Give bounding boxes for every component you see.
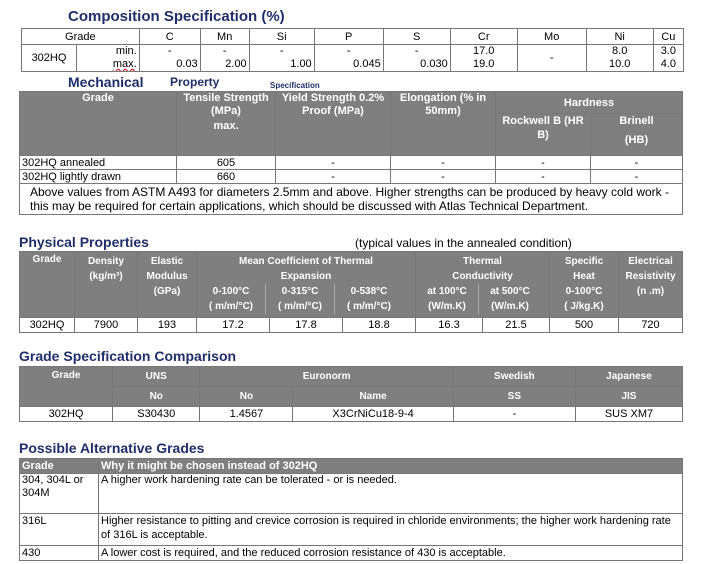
table-row bbox=[20, 318, 683, 333]
phys-e1: 17.2 bbox=[197, 318, 270, 333]
e1-header bbox=[197, 284, 265, 314]
phys-header-grade: Grade bbox=[20, 252, 75, 318]
alt-header-why: Why it might be chosen instead of 302HQ bbox=[99, 459, 683, 474]
tensile-sub: max. bbox=[213, 120, 239, 132]
mech-header-yield: Yield Strength 0.2% Proof (MPa) bbox=[276, 92, 391, 156]
e3-unit: ( m/m/°C) bbox=[347, 301, 391, 312]
mo-min: - bbox=[549, 51, 554, 64]
cu-max: 4.0 bbox=[660, 58, 676, 70]
mechanical-table bbox=[19, 91, 683, 215]
composition-table bbox=[21, 28, 684, 72]
p-min: - bbox=[346, 45, 351, 57]
comp-euro-no: 1.4567 bbox=[200, 407, 293, 422]
phys-header-heat bbox=[550, 252, 619, 318]
mech-row0-tensile: 605 bbox=[177, 156, 276, 170]
t2-header bbox=[478, 284, 541, 314]
comp-header-uns-no: No bbox=[113, 387, 200, 407]
comp-grade: 302HQ bbox=[20, 407, 113, 422]
phys-heat: 500 bbox=[550, 318, 619, 333]
si-min: - bbox=[279, 45, 284, 57]
table-row bbox=[20, 407, 683, 422]
comp-header-jis: JIS bbox=[575, 387, 682, 407]
phys-e2: 17.8 bbox=[270, 318, 343, 333]
s-min: - bbox=[414, 45, 419, 57]
table-row bbox=[20, 514, 683, 546]
cell-c bbox=[139, 45, 200, 72]
physical-title: Physical Properties bbox=[19, 234, 149, 250]
mech-header-hardness: Hardness bbox=[496, 92, 683, 114]
comp-header-swedish: Swedish bbox=[453, 367, 575, 387]
mech-row0-grade: 302HQ annealed bbox=[20, 156, 177, 170]
cell-mn bbox=[200, 45, 249, 72]
p-max: 0.045 bbox=[353, 58, 381, 70]
spec-label: Specification bbox=[270, 81, 320, 90]
phys-grade: 302HQ bbox=[20, 318, 75, 333]
comp-header-grade: Grade bbox=[20, 367, 113, 407]
mech-header-tensile bbox=[177, 92, 276, 156]
col-header-mo: Mo bbox=[517, 29, 586, 45]
mech-row0-yield: - bbox=[276, 156, 391, 170]
mech-header-rockwell: Rockwell B (HR B) bbox=[496, 114, 591, 156]
cr-min: 17.0 bbox=[472, 45, 495, 57]
col-header-cr: Cr bbox=[450, 29, 517, 45]
si-max: 1.00 bbox=[290, 58, 312, 70]
t1-label: at 100°C bbox=[427, 286, 467, 297]
e2-header bbox=[265, 284, 334, 314]
phys-header-thermal bbox=[416, 252, 550, 318]
comp-header-euro-no: No bbox=[200, 387, 293, 407]
col-header-si: Si bbox=[249, 29, 314, 45]
cell-ni bbox=[586, 45, 653, 72]
table-row bbox=[20, 474, 683, 514]
comparison-table bbox=[19, 366, 683, 422]
modulus-label: Modulus bbox=[146, 271, 188, 282]
phys-header-expansion bbox=[197, 252, 416, 318]
comp-header-ss: SS bbox=[453, 387, 575, 407]
cell-s bbox=[383, 45, 450, 72]
mn-min: - bbox=[222, 45, 227, 57]
elec-2: Resistivity bbox=[625, 271, 676, 282]
t2-label: at 500°C bbox=[490, 286, 530, 297]
alt-row1-grade: 316L bbox=[20, 514, 99, 546]
alt-row2-why: A lower cost is required, and the reduced corrosion resistance of 430 is acceptable. bbox=[99, 546, 683, 561]
comp-header-uns: UNS bbox=[113, 367, 200, 387]
col-header-grade: Grade bbox=[22, 29, 140, 45]
brinell-sub: (HB) bbox=[624, 134, 649, 146]
t2-unit: (W/m.K) bbox=[491, 301, 529, 312]
comp-header-euronorm: Euronorm bbox=[200, 367, 453, 387]
elec-1: Electrical bbox=[628, 256, 673, 267]
phys-resist: 720 bbox=[619, 318, 683, 333]
table-row bbox=[20, 546, 683, 561]
thermal-subcols bbox=[416, 284, 549, 314]
minmax-labels bbox=[77, 45, 140, 72]
e1-unit: ( m/m/°C) bbox=[209, 301, 253, 312]
brinell-label: Brinell bbox=[619, 115, 654, 127]
alt-row0-grade: 304, 304L or 304M bbox=[20, 474, 99, 514]
mech-row1-brinell: - bbox=[591, 170, 683, 184]
cell-p bbox=[314, 45, 383, 72]
ni-max: 10.0 bbox=[608, 58, 631, 70]
elec-unit: (n .m) bbox=[636, 286, 665, 297]
max-label: max. bbox=[112, 58, 137, 70]
thermal-title: Thermal bbox=[463, 256, 502, 267]
col-header-ni: Ni bbox=[586, 29, 653, 45]
phys-e3: 18.8 bbox=[343, 318, 416, 333]
e3-label: 0-538°C bbox=[350, 286, 388, 297]
spec-heat-3: 0-100°C bbox=[565, 286, 603, 297]
mech-row0-rockwell: - bbox=[496, 156, 591, 170]
composition-grade: 302HQ bbox=[22, 45, 77, 72]
ni-min: 8.0 bbox=[612, 45, 628, 57]
mn-max: 2.00 bbox=[225, 58, 247, 70]
mech-row1-yield: - bbox=[276, 170, 391, 184]
mech-header-brinell bbox=[591, 114, 683, 156]
comp-swedish: - bbox=[453, 407, 575, 422]
comp-jis: SUS XM7 bbox=[575, 407, 682, 422]
c-max: 0.03 bbox=[176, 58, 198, 70]
phys-density: 7900 bbox=[75, 318, 138, 333]
alt-row0-why: A higher work hardening rate can be tolerated - or is needed. bbox=[99, 474, 683, 514]
tensile-label: Tensile Strength (MPa) bbox=[183, 92, 269, 117]
mech-row0-elong: - bbox=[391, 156, 496, 170]
cell-cr bbox=[450, 45, 517, 72]
c-min: - bbox=[167, 45, 172, 57]
mech-header-grade: Grade bbox=[20, 92, 177, 156]
col-header-s: S bbox=[383, 29, 450, 45]
modulus-unit: (GPa) bbox=[153, 286, 181, 297]
composition-title: Composition Specification (%) bbox=[68, 8, 285, 25]
phys-header-resistivity bbox=[619, 252, 683, 318]
cell-mo bbox=[517, 45, 586, 72]
cell-si bbox=[249, 45, 314, 72]
mech-header-elongation: Elongation (% in 50mm) bbox=[391, 92, 496, 156]
spec-heat-1: Specific bbox=[564, 256, 604, 267]
col-header-mn: Mn bbox=[200, 29, 249, 45]
phys-t2: 21.5 bbox=[483, 318, 550, 333]
t1-header bbox=[416, 284, 478, 314]
spec-heat-unit: ( J/kg.K) bbox=[564, 301, 604, 312]
table-row bbox=[20, 170, 683, 184]
alt-header-grade: Grade bbox=[20, 459, 99, 474]
alt-row1-why: Higher resistance to pitting and crevice corrosion is required in chloride environments; the higher work hardening rate of 316L is acceptable. bbox=[99, 514, 683, 546]
mech-note: Above values from ASTM A493 for diameters 2.5mm and above. Higher strengths can be produced by heavy cold work - this may be required for certain applications, which should be discussed with Atlas Technical Department. bbox=[20, 184, 683, 215]
comp-euro-name: X3CrNiCu18-9-4 bbox=[293, 407, 453, 422]
min-label: min. bbox=[115, 45, 137, 57]
col-header-cu: Cu bbox=[653, 29, 683, 45]
mech-row1-elong: - bbox=[391, 170, 496, 184]
physical-table bbox=[19, 251, 683, 333]
e1-label: 0-100°C bbox=[212, 286, 250, 297]
t1-unit: (W/m.K) bbox=[428, 301, 466, 312]
cell-cu bbox=[653, 45, 683, 72]
mechanical-title: Mechanical bbox=[68, 74, 144, 90]
mechanical-subtitle: Property bbox=[170, 75, 220, 89]
alt-row2-grade: 430 bbox=[20, 546, 99, 561]
phys-modulus: 193 bbox=[138, 318, 197, 333]
alternatives-title: Possible Alternative Grades bbox=[19, 440, 205, 456]
physical-note: (typical values in the annealed condition) bbox=[355, 236, 572, 250]
comp-header-japanese: Japanese bbox=[575, 367, 682, 387]
e2-label: 0-315°C bbox=[281, 286, 319, 297]
expansion-subcols bbox=[197, 284, 415, 314]
mech-row1-grade: 302HQ lightly drawn bbox=[20, 170, 177, 184]
spec-heat-2: Heat bbox=[573, 271, 595, 282]
elastic-label: Elastic bbox=[150, 256, 184, 267]
mech-row0-brinell: - bbox=[591, 156, 683, 170]
phys-header-density bbox=[75, 252, 138, 318]
cu-min: 3.0 bbox=[660, 45, 676, 57]
mech-row1-rockwell: - bbox=[496, 170, 591, 184]
phys-t1: 16.3 bbox=[416, 318, 483, 333]
density-label: Density bbox=[87, 256, 125, 267]
e2-unit: ( m/m/°C) bbox=[278, 301, 322, 312]
alternatives-table bbox=[19, 458, 683, 561]
e3-header bbox=[334, 284, 403, 314]
comparison-title: Grade Specification Comparison bbox=[19, 348, 237, 364]
cr-max: 19.0 bbox=[472, 58, 495, 70]
thermal-label: Conductivity bbox=[452, 271, 513, 282]
s-max: 0.030 bbox=[420, 58, 448, 70]
expansion-title: Mean Coefficient of Thermal bbox=[239, 256, 373, 267]
phys-header-modulus bbox=[138, 252, 197, 318]
density-unit: (kg/m³) bbox=[89, 271, 123, 282]
comp-header-euro-name: Name bbox=[293, 387, 453, 407]
col-header-c: C bbox=[139, 29, 200, 45]
col-header-p: P bbox=[314, 29, 383, 45]
mech-row1-tensile: 660 bbox=[177, 170, 276, 184]
comp-uns: S30430 bbox=[113, 407, 200, 422]
expansion-label: Expansion bbox=[280, 271, 332, 282]
table-row bbox=[20, 156, 683, 170]
